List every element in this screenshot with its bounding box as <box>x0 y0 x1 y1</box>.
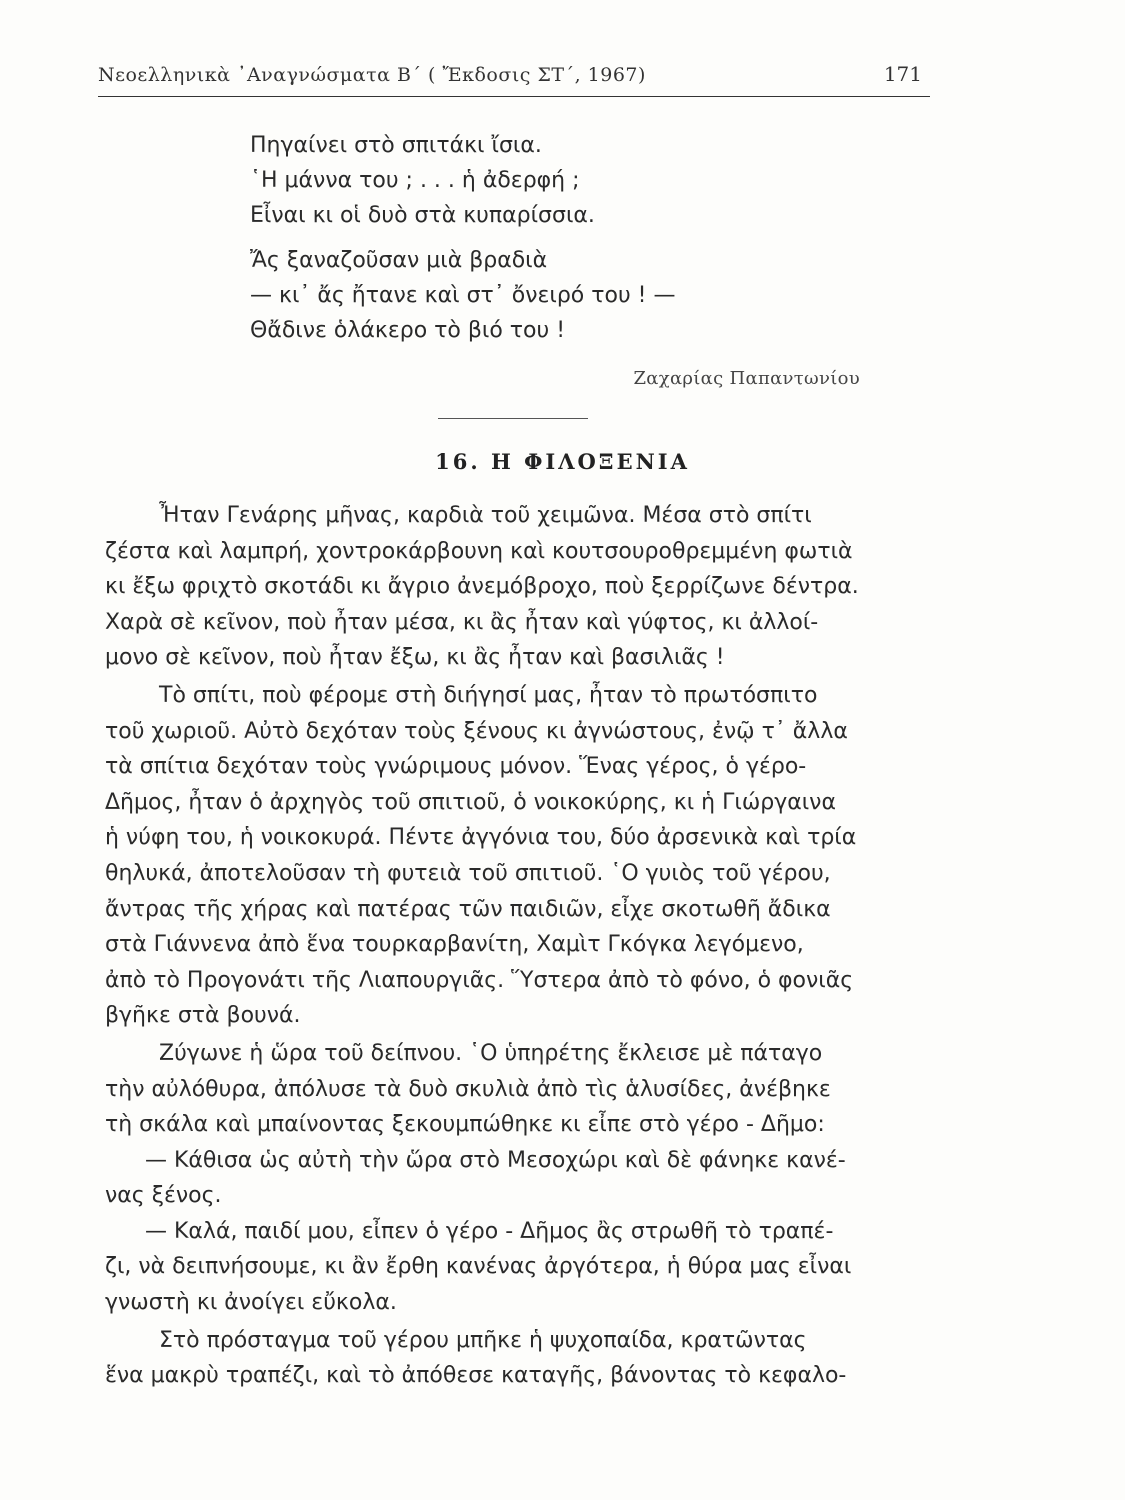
text-line: Ἦταν Γενάρης μῆνας, καρδιὰ τοῦ χειμῶνα. Μέσα στὸ σπίτι <box>159 503 812 528</box>
poem-line: ῾Η μάννα του ; . . . ἡ ἀδερφή ; <box>250 168 580 193</box>
poem-line: Πηγαίνει στὸ σπιτάκι ἴσια. <box>250 133 542 158</box>
text-line: τὴν αὐλόθυρα, ἀπόλυσε τὰ δυὸ σκυλιὰ ἀπὸ τὶς ἁλυσίδες, ἀνέβηκε <box>105 1076 831 1102</box>
text-line: τοῦ χωριοῦ. Αὐτὸ δεχόταν τοὺς ξένους κι ἀγνώστους, ἐνῷ τ᾿ ἄλλα <box>105 718 848 744</box>
text-line: ἡ νύφη του, ἡ νοικοκυρά. Πέντε ἀγγόνια του, δύο ἀρσενικὰ καὶ τρία <box>105 825 857 851</box>
text-line: ἕνα μακρὺ τραπέζι, καὶ τὸ ἀπόθεσε καταγῆς, βάνοντας τὸ κεφαλο- <box>105 1363 847 1389</box>
text-line: ζέστα καὶ λαμπρή, χοντροκάρβουνη καὶ κουτσουροθρεμμένη φωτιὰ <box>105 538 853 564</box>
text-line: νας ξένος. <box>105 1183 222 1209</box>
section-title: 16. Η ΦΙΛΟΞΕΝΙΑ <box>435 449 690 474</box>
text-line: Χαρὰ σὲ κεῖνον, ποὺ ἦταν μέσα, κι ἂς ἦταν καὶ γύφτος, κι ἀλλοί- <box>105 609 819 635</box>
poem-line: Εἶναι κι οἱ δυὸ στὰ κυπαρίσσια. <box>250 203 595 228</box>
running-header <box>98 62 930 97</box>
text-line: Τὸ σπίτι, ποὺ φέρομε στὴ διήγησί μας, ἦταν τὸ πρωτόσπιτο <box>159 682 818 708</box>
text-line: τὰ σπίτια δεχόταν τοὺς γνώριμους μόνον. Ἕνας γέρος, ὁ γέρο- <box>105 754 807 780</box>
poem-line: Ἄς ξαναζοῦσαν μιὰ βραδιὰ <box>250 248 548 273</box>
text-line: Ζύγωνε ἡ ὥρα τοῦ δείπνου. ῾Ο ὑπηρέτης ἔκλεισε μὲ πάταγο <box>159 1040 823 1066</box>
text-line: ἄντρας τῆς χήρας καὶ πατέρας τῶν παιδιῶν, εἶχε σκοτωθῆ ἄδικα <box>105 896 831 922</box>
text-line: βγῆκε στὰ βουνά. <box>105 1003 301 1029</box>
text-line: ζι, νὰ δειπνήσουμε, κι ἂν ἔρθη κανένας ἀργότερα, ἡ θύρα μας εἶναι <box>105 1254 852 1280</box>
text-line: ἀπὸ τὸ Προγονάτι τῆς Λιαπουργιᾶς. Ὕστερα ἀπὸ τὸ φόνο, ὁ φονιᾶς <box>105 967 854 993</box>
poem-line: — κι᾿ ἄς ἤτανε καὶ στ᾿ ὄνειρό του ! — <box>250 283 676 308</box>
text-line: κι ἔξω φριχτὸ σκοτάδι κι ἄγριο ἀνεμόβροχο, ποὺ ξερρίζωνε δέντρα. <box>105 574 859 600</box>
dialog-line: — Κάθισα ὡς αὐτὴ τὴν ὥρα στὸ Μεσοχώρι καὶ δὲ φάνηκε κανέ- <box>145 1147 846 1173</box>
text-line: θηλυκά, ἀποτελοῦσαν τὴ φυτειὰ τοῦ σπιτιοῦ. ῾Ο γυιὸς τοῦ γέρου, <box>105 860 831 886</box>
text-line: Δῆμος, ἦταν ὁ ἀρχηγὸς τοῦ σπιτιοῦ, ὁ νοικοκύρης, κι ἡ Γιώργαινα <box>105 789 836 815</box>
running-title: Νεοελληνικὰ ᾿Αναγνώσματα Β΄ ( Ἔκδοσις ΣΤ΄, 1967) <box>98 64 646 86</box>
poem-line: Θἄδινε ὁλάκερο τὸ βιό του ! <box>250 318 566 343</box>
text-line: μονο σὲ κεῖνον, ποὺ ἦταν ἔξω, κι ἂς ἦταν καὶ βασιλιᾶς ! <box>105 645 725 671</box>
text-line: τὴ σκάλα καὶ μπαίνοντας ξεκουμπώθηκε κι εἶπε στὸ γέρο - Δῆμο: <box>105 1112 825 1138</box>
text-line: γνωστὴ κι ἀνοίγει εὔκολα. <box>105 1290 397 1316</box>
story-text <box>105 498 945 1394</box>
section-divider <box>438 418 588 419</box>
text-line: Στὸ πρόσταγμα τοῦ γέρου μπῆκε ἡ ψυχοπαίδα, κρατῶντας <box>159 1327 807 1353</box>
page-number: 171 <box>883 62 922 86</box>
text-line: στὰ Γιάννενα ἀπὸ ἕνα τουρκαρβανίτη, Χαμὶτ Γκόγκα λεγόμενο, <box>105 932 804 958</box>
poem <box>250 128 870 348</box>
poem-author: Ζαχαρίας Παπαντωνίου <box>633 368 860 389</box>
dialog-line: — Καλά, παιδί μου, εἶπεν ὁ γέρο - Δῆμος ἂς στρωθῆ τὸ τραπέ- <box>145 1218 834 1244</box>
stanza-gap <box>250 233 870 243</box>
